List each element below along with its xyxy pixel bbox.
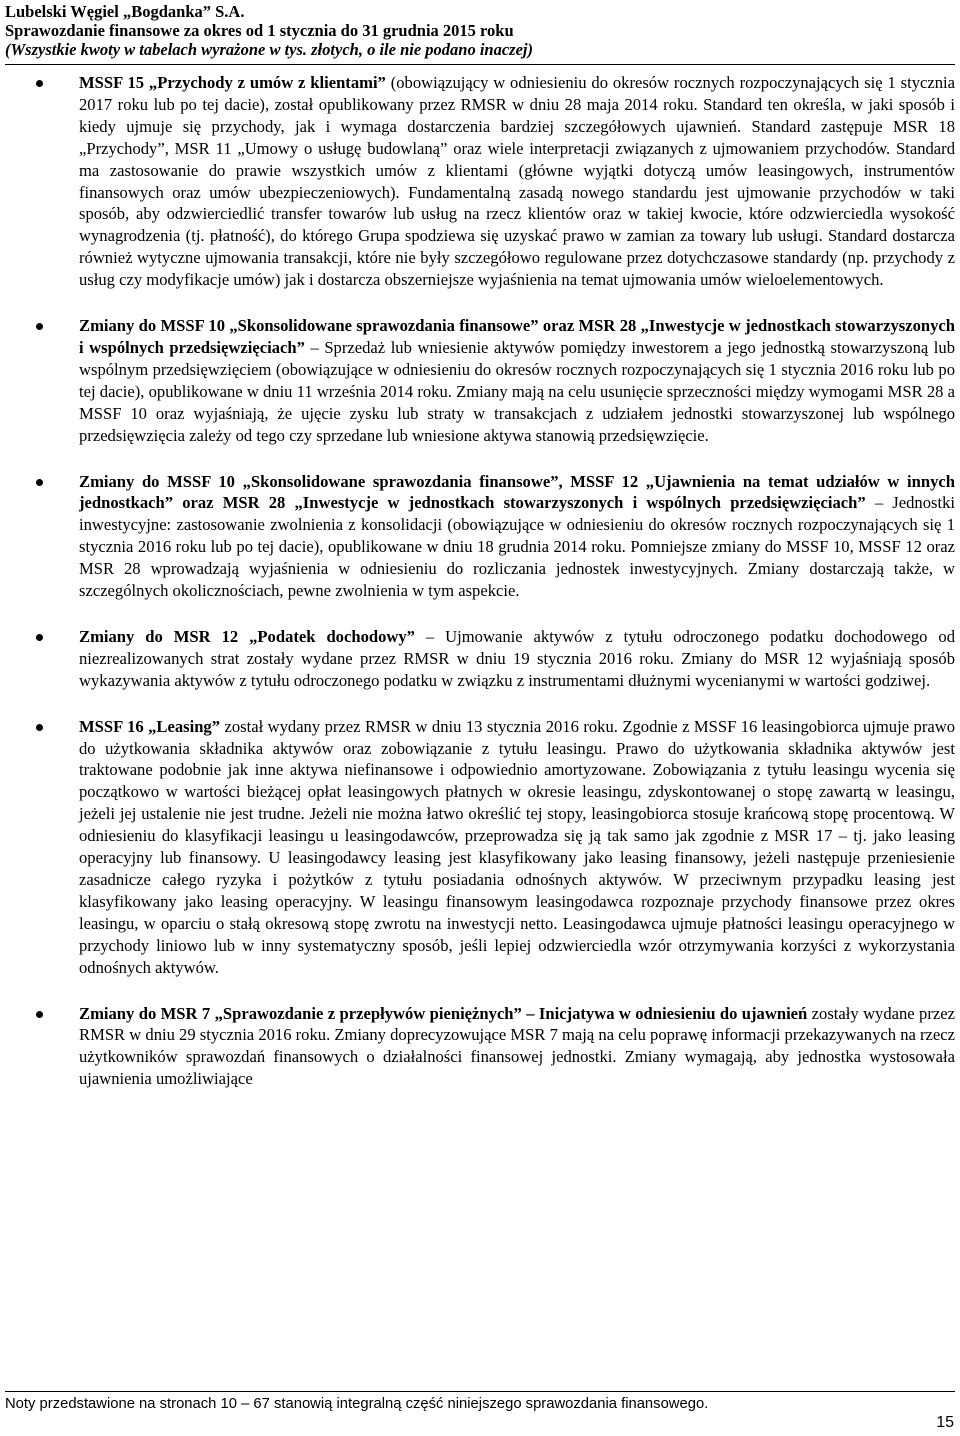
bullet-icon	[36, 634, 43, 641]
item-body: został wydany przez RMSR w dniu 13 stycznia 2016 roku. Zgodnie z MSSF 16 leasingobiorca ujmuje prawo do użytkowania składnika aktywów oraz zobowiązanie z tytułu leasingu. Prawo do użytkowania składnika aktywów jest traktowane podobnie jak inne aktywa niefinansowe i odpowiednio amortyzowane. Zobowiązania z tytułu leasingu wycenia się początkowo w wartości bieżącej opłat leasingowych płatnych w okresie leasingu, zdyskontowanej o stopę zawartą w leasingu, jeżeli jej ustalenie nie jest trudne. Jeżeli nie można łatwo określić tej stopy, leasingobiorca stosuje krańcową stopę procentową. W odniesieniu do klasyfikacji leasingu u leasingodawców, przeprowadza się ją tak samo jak zgodnie z MSR 17 – tj. jako leasing operacyjny lub finansowy. U leasingodawcy leasing jest klasyfikowany jako leasing finansowy, jeżeli następuje przeniesienie zasadnicze całego ryzyka i pożytków z tytułu posiadania odnośnych aktywów. W przeciwnym przypadku leasing jest klasyfikowany jako leasing operacyjny. W leasingu finansowym leasingodawca rozpoznaje przychody finansowe przez okres leasingu, w oparciu o stałą okresową stopę zwrotu na inwestycji netto. Leasingodawca ujmuje płatności leasingu operacyjnego w przychody liniowo lub w inny systematyczny sposób, jeśli lepiej odzwierciedla wzór otrzymywania korzyści z wykorzystania odnośnych aktywów.	[79, 716, 955, 977]
list-item-msr-12	[79, 626, 955, 692]
list-item-mssf-10-mssf-12-msr-28	[79, 471, 955, 602]
item-body: (obowiązujący w odniesieniu do okresów rocznych rozpoczynających się 1 stycznia 2017 roku lub po tej dacie), został opublikowany przez RMSR w dniu 28 maja 2014 roku. Standard ten określa, w jaki sposób i kiedy ujmuje się przychody, jak i wymaga dostarczenia bardziej szczegółowych ujawnień. Standard zastępuje MSR 18 „Przychody”, MSR 11 „Umowy o usługę budowlaną” oraz wiele interpretacji związanych z ujmowaniem przychodów. Standard ma zastosowanie do prawie wszystkich umów z klientami (główne wyjątki dotyczą umów leasingowych, instrumentów finansowych oraz umów ubezpieczeniowych). Fundamentalną zasadą nowego standardu jest ujmowanie przychodów w taki sposób, aby odzwierciedlić transfer towarów lub usług na rzecz klientów oraz w takiej kwocie, które odzwierciedla wysokość wynagrodzenia (tj. płatność), do którego Grupa spodziewa się uzyskać prawo w zamian za towary lub usługi. Standard dostarcza również wytyczne ujmowania transakcji, które nie były szczegółowo regulowane przez dotychczasowe standardy (np. przychody z usług czy modyfikacje umów) jak i dostarcza obszerniejsze wyjaśnienia na temat ujmowania umów wieloelementowych.	[79, 73, 955, 290]
company-name: Lubelski Węgiel „Bogdanka” S.A.	[5, 2, 245, 21]
paragraph	[79, 72, 955, 291]
item-body: zostały wydane przez RMSR w dniu 29 stycznia 2016 roku. Zmiany doprecyzowujące MSR 7 mają na celu poprawę informacji przekazywanych na rzecz użytkowników sprawozdań finansowych o działalności finansowej jednostki. Zmiany wymagają, aby jednostka wystosowała ujawnienia umożliwiające	[79, 1003, 955, 1089]
bullet-icon	[36, 323, 43, 330]
bullet-icon	[36, 724, 43, 731]
footer-divider	[5, 1391, 955, 1392]
paragraph	[79, 716, 955, 979]
paragraph	[79, 315, 955, 446]
item-body: – Jednostki inwestycyjne: zastosowanie zwolnienia z konsolidacji (obowiązujące w odniesieniu do okresów rocznych rozpoczynających się 1 stycznia 2016 roku lub po tej dacie), opublikowane w dniu 18 grudnia 2014 roku. Pomniejsze zmiany do MSSF 10, MSSF 12 oraz MSR 28 wprowadzają wyjaśnienia w odniesieniu do rozliczania jednostek inwestycyjnych. Zmiany dostarczają także, w szczególnych okolicznościach, pewne zwolnienia w tym aspekcie.	[79, 493, 955, 601]
item-body: – Sprzedaż lub wniesienie aktywów pomiędzy inwestorem a jego jednostką stowarzyszoną lub wspólnym przedsięwzięciem (obowiązujące w odniesieniu do okresów rocznych rozpoczynających się 1 stycznia 2016 roku lub po tej dacie), opublikowane w dniu 11 września 2014 roku. Zmiany mają na celu usunięcie sprzeczności między wymogami MSR 28 a MSSF 10 oraz wyjaśniają, że ujęcie zysku lub straty w transakcjach z udziałem jednostki stowarzyszonej lub wspólnego przedsięwzięcia zależy od tego czy sprzedane lub wniesione aktywa stanowią przedsięwzięcie.	[79, 337, 956, 445]
report-title: Sprawozdanie finansowe za okres od 1 stycznia do 31 grudnia 2015 roku	[5, 21, 514, 40]
paragraph	[79, 471, 955, 602]
paragraph	[79, 1003, 955, 1091]
standards-list	[0, 72, 960, 1090]
paragraph	[79, 626, 955, 692]
item-title: MSSF 15 „Przychody z umów z klientami”	[79, 73, 386, 92]
footer-note: Noty przedstawione na stronach 10 – 67 stanowią integralną część niniejszego sprawozdania finansowego.	[5, 1396, 709, 1412]
header-divider	[5, 64, 955, 65]
bullet-icon	[36, 80, 43, 87]
item-title: Zmiany do MSR 7 „Sprawozdanie z przepływów pieniężnych” – Inicjatywa w odniesieniu do ujawnień	[79, 1003, 808, 1023]
item-body: – Ujmowanie aktywów z tytułu odroczonego podatku dochodowego od niezrealizowanych strat zostały wydane przez RMSR w dniu 19 stycznia 2016 roku. Zmiany do MSR 12 wyjaśniają sposób wykazywania aktywów z tytułu odroczonego podatku w związku z instrumentami dłużnymi wycenianymi w wartości godziwej.	[79, 626, 956, 690]
item-title: Zmiany do MSSF 10 „Skonsolidowane sprawozdania finansowe” oraz MSR 28 „Inwestycje w jednostkach stowarzyszonych i wspólnych przedsięwzięciach”	[79, 316, 955, 357]
bullet-icon	[36, 479, 43, 486]
item-title: MSSF 16 „Leasing”	[79, 716, 221, 736]
bullet-icon	[36, 1011, 43, 1018]
list-item-mssf-16	[79, 716, 955, 979]
item-title: Zmiany do MSR 12 „Podatek dochodowy”	[79, 626, 415, 646]
page-number: 15	[936, 1414, 954, 1431]
amounts-note: (Wszystkie kwoty w tabelach wyrażone w tys. złotych, o ile nie podano inaczej)	[5, 40, 533, 59]
list-item-mssf-10-msr-28	[79, 315, 955, 446]
list-item-mssf-15	[79, 72, 955, 291]
item-title: Zmiany do MSSF 10 „Skonsolidowane sprawozdania finansowe”, MSSF 12 „Ujawnienia na temat udziałów w innych jednostkach” oraz MSR 28 „Inwestycje w jednostkach stowarzyszonych i wspólnych przedsięwzięciach”	[79, 471, 955, 513]
list-item-msr-7	[79, 1003, 955, 1091]
page-header	[5, 2, 955, 59]
